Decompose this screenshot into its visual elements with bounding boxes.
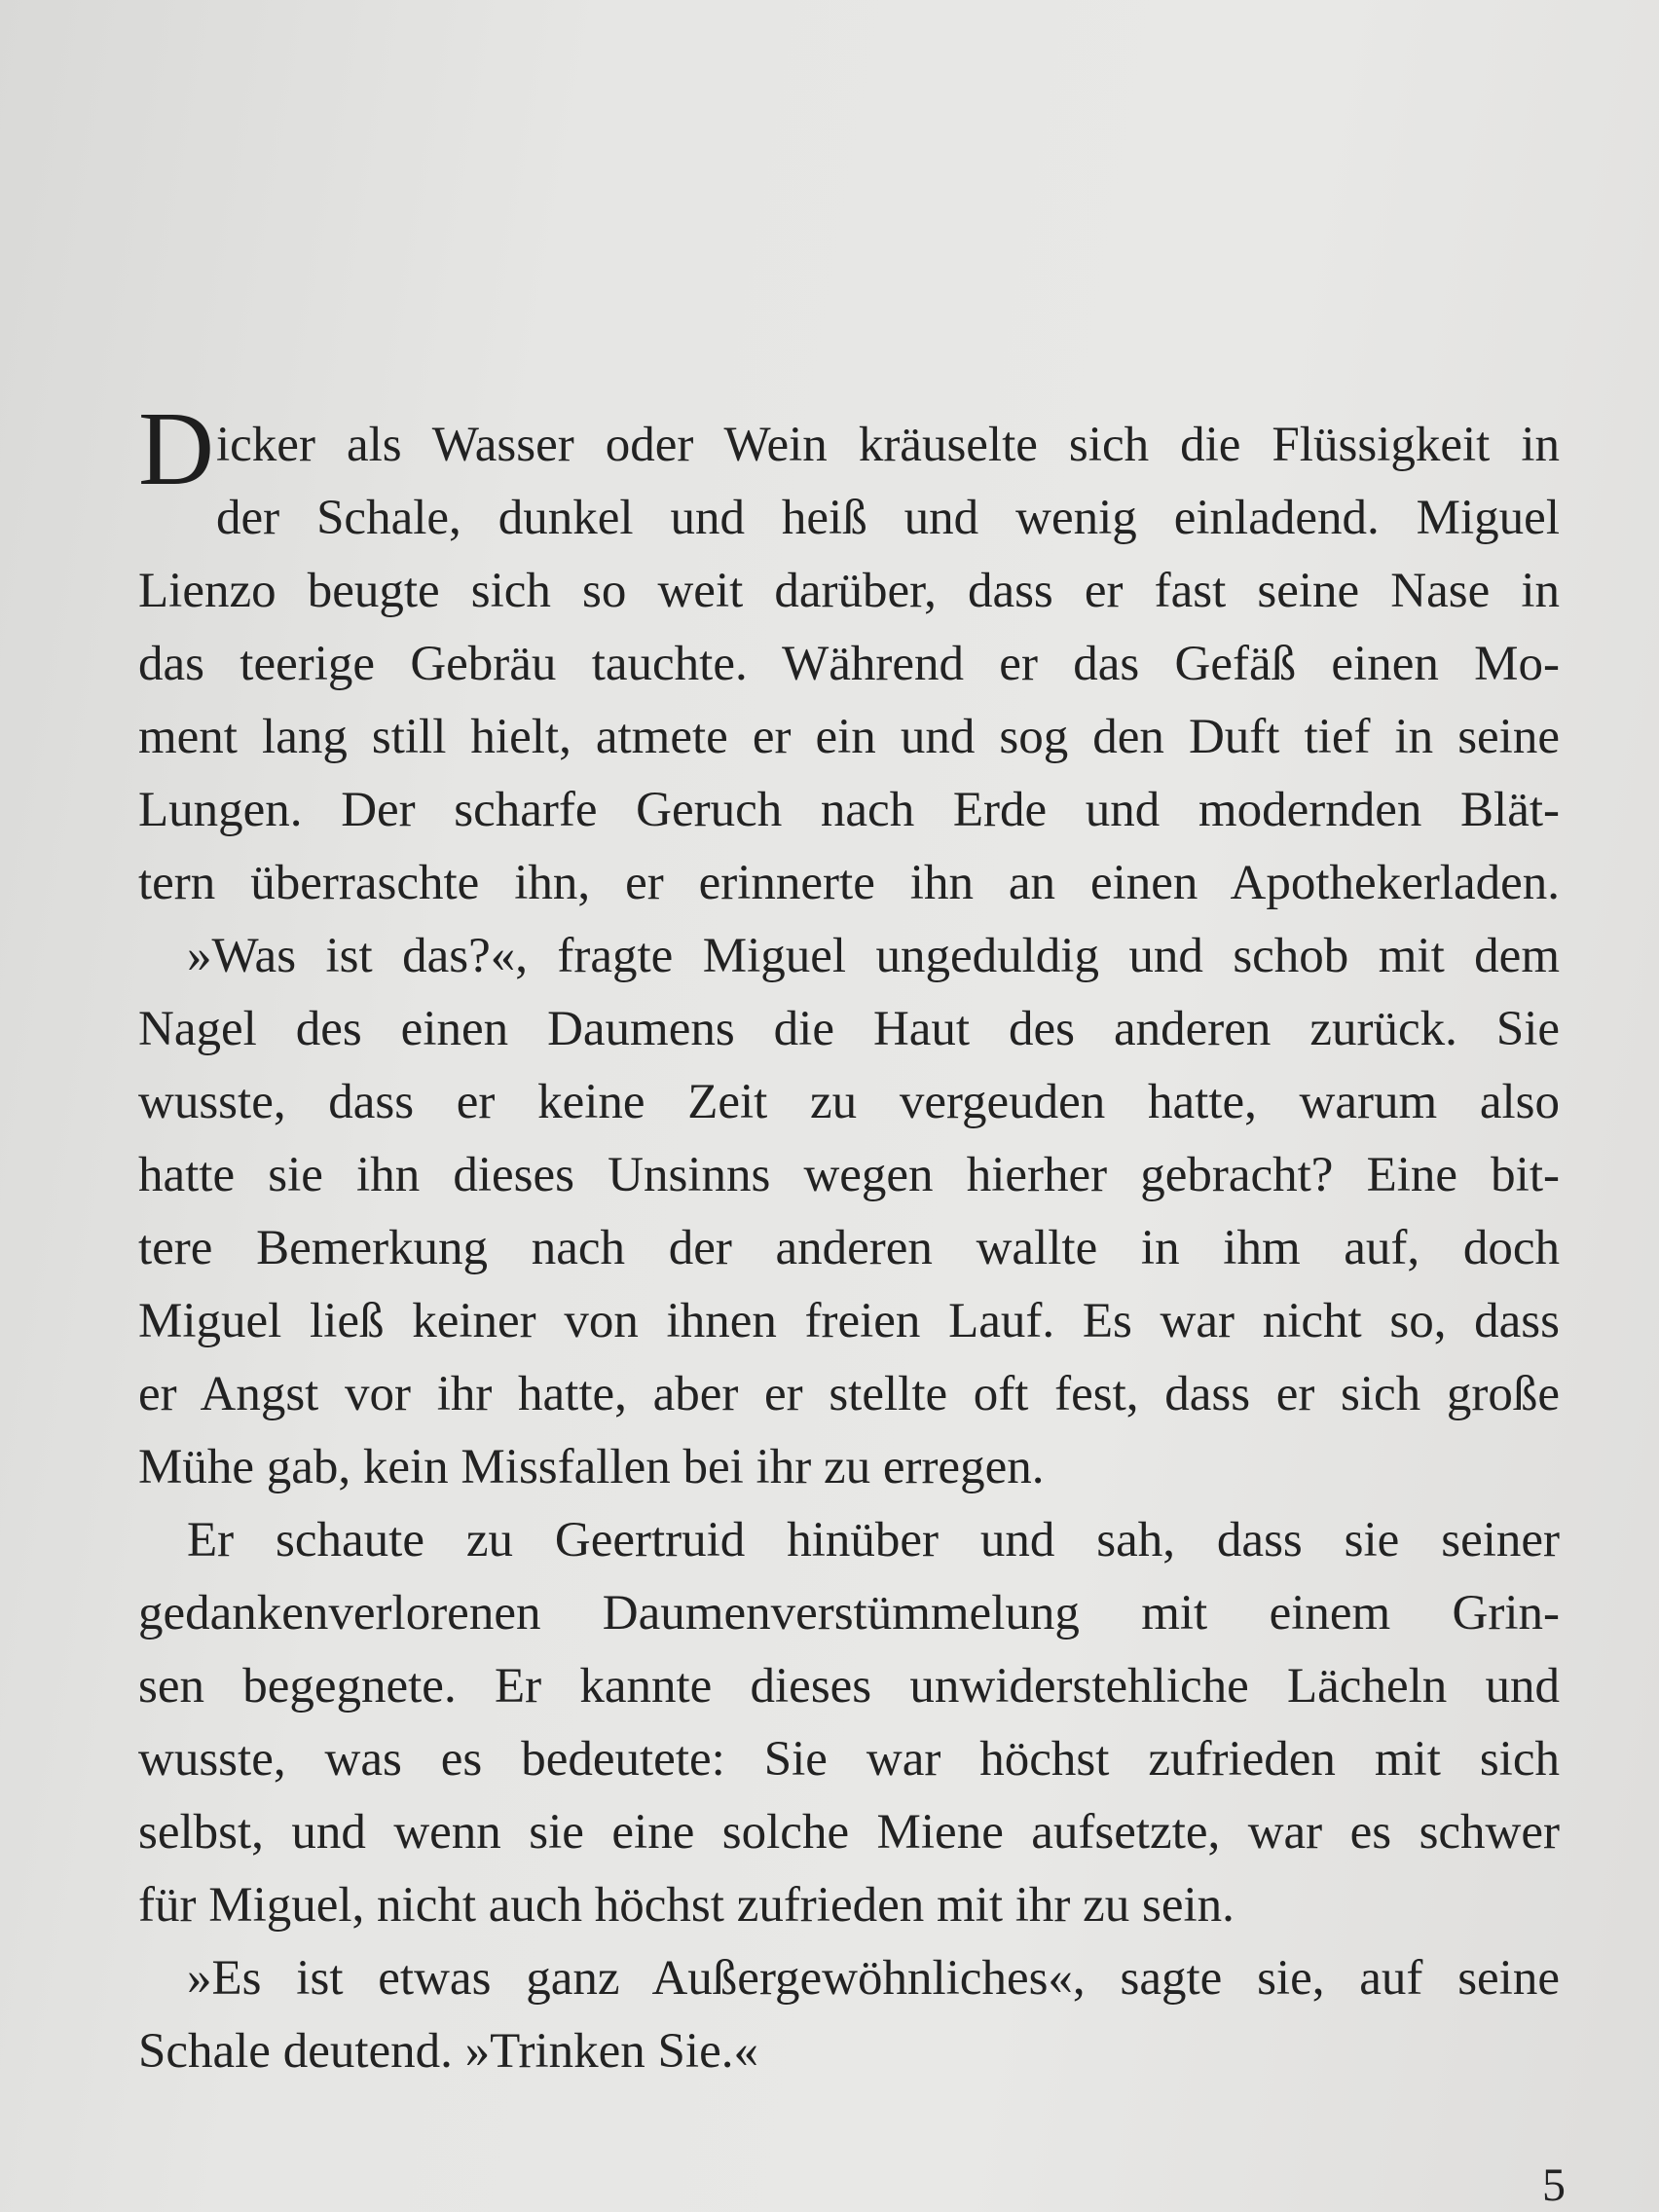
- text-line: Miguel ließ keiner von ihnen freien Lauf. Es war nicht so, dass: [138, 1294, 1560, 1348]
- text-line: gedankenverlorenen Daumenverstümmelung mit einem Grin-: [138, 1586, 1560, 1641]
- text-line: [138, 391, 1560, 507]
- text-line: Nagel des einen Daumens die Haut des anderen zurück. Sie: [138, 1002, 1560, 1056]
- text-line: der Schale, dunkel und heiß und wenig einladend. Miguel: [216, 491, 1560, 545]
- text-line: »Was ist das?«, fragte Miguel ungeduldig und schob mit dem: [187, 929, 1560, 983]
- text-line: tere Bemerkung nach der anderen wallte in ihm auf, doch: [138, 1221, 1560, 1275]
- text-line: Er schaute zu Geertruid hinüber und sah, dass sie seiner: [187, 1513, 1560, 1567]
- paragraph-4: [138, 1942, 1560, 2088]
- text-line: ment lang still hielt, atmete er ein und sog den Duft tief in seine: [138, 710, 1560, 764]
- paragraph-1: [138, 391, 1560, 920]
- text-line: Mühe gab, kein Missfallen bei ihr zu erregen.: [138, 1440, 1045, 1494]
- paragraph-2: [138, 920, 1560, 1504]
- text-line: Schale deutend. »Trinken Sie.«: [138, 2024, 758, 2079]
- text-line: hatte sie ihn dieses Unsinns wegen hierher gebracht? Eine bit-: [138, 1148, 1560, 1202]
- text-line: er Angst vor ihr hatte, aber er stellte oft fest, dass er sich große: [138, 1367, 1560, 1421]
- text-line: tern überraschte ihn, er erinnerte ihn an einen Apothekerladen.: [138, 856, 1560, 910]
- text-line: wusste, dass er keine Zeit zu vergeuden hatte, warum also: [138, 1075, 1560, 1129]
- text-line: für Miguel, nicht auch höchst zufrieden mit ihr zu sein.: [138, 1878, 1235, 1933]
- body-text: [138, 391, 1560, 2088]
- paragraph-3: [138, 1504, 1560, 1942]
- text-line: sen begegnete. Er kannte dieses unwiderstehliche Lächeln und: [138, 1659, 1560, 1714]
- text-line: selbst, und wenn sie eine solche Miene aufsetzte, war es schwer: [138, 1805, 1560, 1860]
- text-line: wusste, was es bedeutete: Sie war höchst zufrieden mit sich: [138, 1732, 1560, 1787]
- page-number: 5: [1542, 2159, 1566, 2211]
- drop-cap: D: [138, 391, 214, 507]
- text-line: Lienzo beugte sich so weit darüber, dass er fast seine Nase in: [138, 564, 1560, 618]
- text-line: Lungen. Der scharfe Geruch nach Erde und modernden Blät-: [138, 783, 1560, 837]
- text-line-content: icker als Wasser oder Wein kräuselte sich die Flüssigkeit in: [216, 418, 1560, 472]
- text-line: »Es ist etwas ganz Außergewöhnliches«, sagte sie, auf seine: [187, 1951, 1560, 2006]
- text-line: das teerige Gebräu tauchte. Während er das Gefäß einen Mo-: [138, 637, 1560, 691]
